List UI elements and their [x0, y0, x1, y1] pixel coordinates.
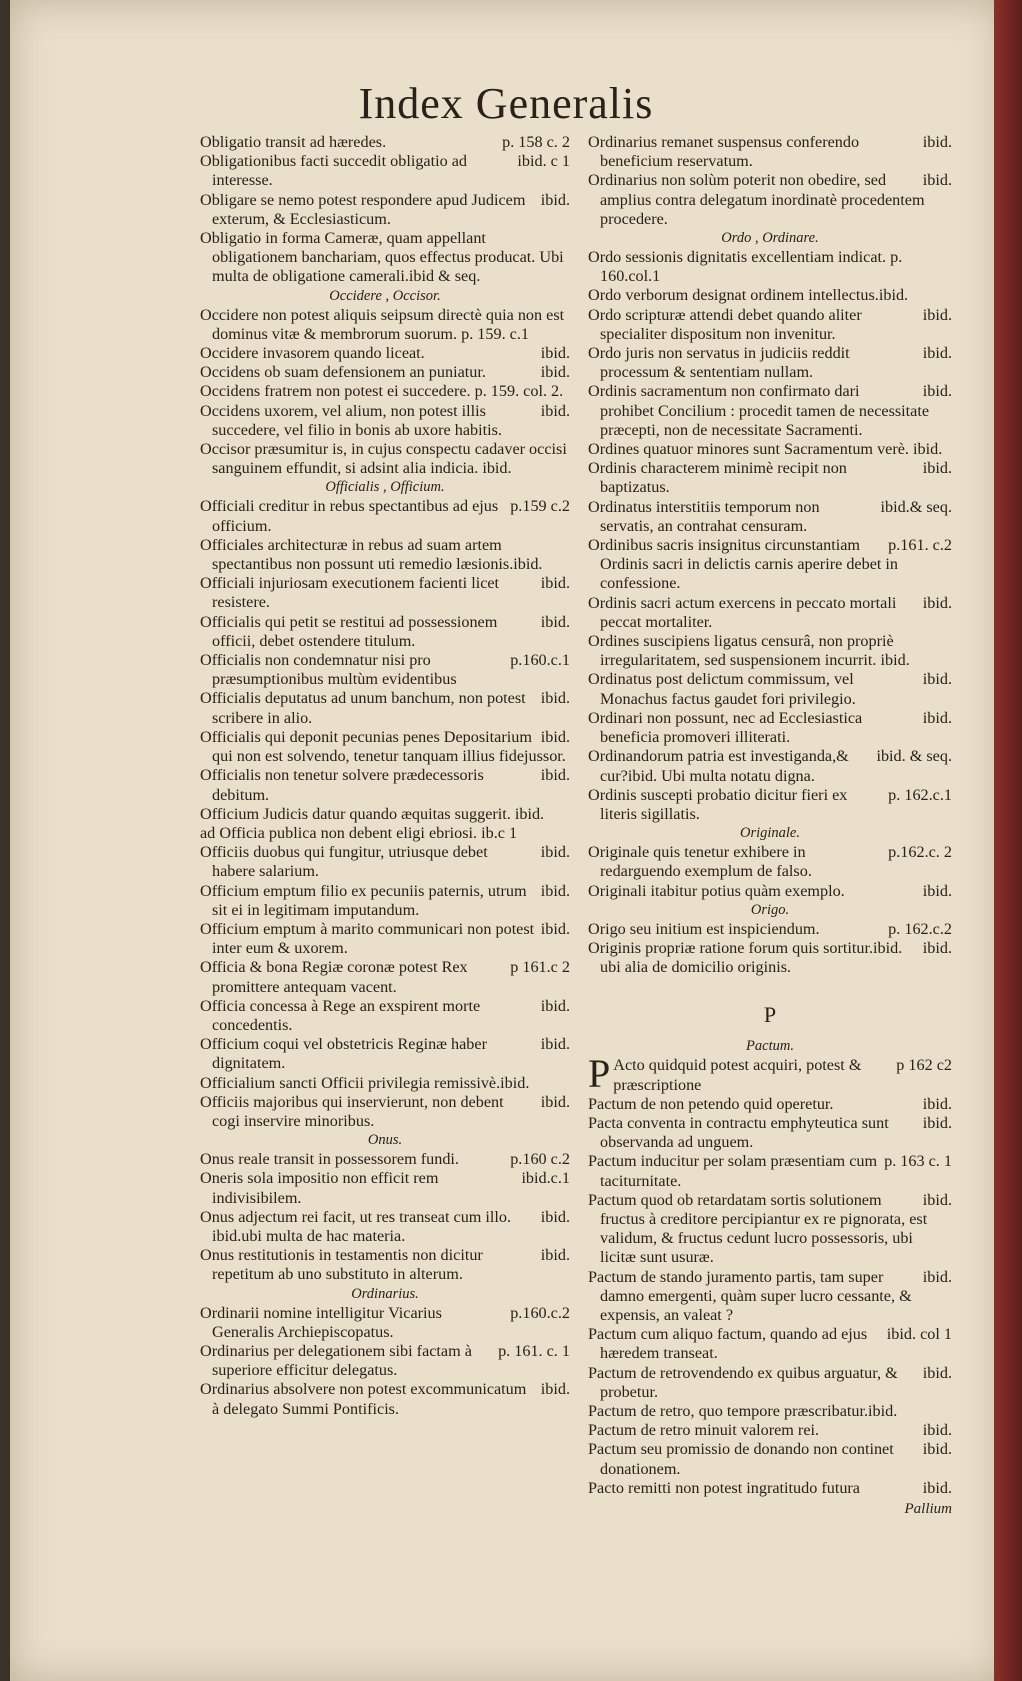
- entry-reference: p.160 c.2: [510, 1150, 570, 1169]
- entry-reference: ibid.: [922, 171, 952, 190]
- book-spine: [994, 0, 1022, 1681]
- index-entry: [200, 728, 570, 766]
- index-entry: [588, 632, 952, 670]
- entry-text: Ordinarius per delegationem sibi factam à superiore efficitur delegatus.: [200, 1341, 472, 1380]
- entry-text: Pactum de stando juramento partis, tam super damno emergenti, quàm super lucro cessante, & expensis, an valeat ?: [588, 1267, 912, 1324]
- entry-text: Officium emptum à marito communicari non potest inter eum & uxorem.: [200, 919, 535, 958]
- entry-reference: ibid.: [922, 593, 952, 612]
- entry-reference: ibid.: [540, 766, 570, 785]
- entry-text: Pactum de retro minuit valorem rei.: [588, 1421, 820, 1440]
- entry-reference: ibid.: [540, 1246, 570, 1265]
- index-entry: [588, 1440, 952, 1478]
- entry-text: Ordo verborum designat ordinem intellectus.ibid.: [588, 286, 909, 305]
- section-heading: Pactum.: [746, 1038, 794, 1055]
- entry-reference: ibid.: [540, 190, 570, 209]
- entry-text: Occidens ob suam defensionem an puniatur.: [200, 363, 486, 382]
- index-entry: [200, 402, 570, 440]
- entry-reference: p.160.c.2: [510, 1303, 570, 1322]
- entry-reference: ibid.: [540, 363, 570, 382]
- index-entry: [588, 1051, 952, 1097]
- entry-text: Ordinis suscepti probatio dicitur fieri ex literis sigillatis.: [588, 785, 848, 823]
- entry-reference: ibid.: [922, 1440, 952, 1459]
- entry-reference: ibid.: [922, 133, 952, 151]
- entry-text: Officialis qui petit se restitui ad possessionem officii, debet ostendere titulum.: [200, 612, 498, 650]
- entry-text: Pactum de non petendo quid operetur.: [588, 1094, 834, 1113]
- index-entry: [200, 1074, 570, 1093]
- index-entry: [200, 1169, 570, 1207]
- index-entry: [588, 1191, 952, 1268]
- index-entry: [200, 574, 570, 612]
- entry-reference: ibid.: [922, 670, 952, 689]
- index-entry: [200, 133, 570, 152]
- entry-reference: p. 162.c.1: [888, 785, 952, 804]
- section-heading: Originale.: [739, 825, 800, 842]
- entry-text: Onus adjectum rei facit, ut res transeat cum illo. ibid.ubi multa de hac materia.: [200, 1207, 512, 1245]
- entry-text: Occidere invasorem quando liceat.: [200, 344, 425, 363]
- entry-reference: ibid. c 1: [517, 152, 570, 171]
- index-entry: [200, 440, 570, 478]
- index-entry: [588, 498, 952, 536]
- entry-text: Obligatio in forma Cameræ, quam appellant obligationem banchariam, quos effectus producat. Ubi multa de obligatione camerali.ibid & seq.: [200, 229, 564, 286]
- entry-text: Occidens fratrem non potest ei succedere. p. 159. col. 2.: [200, 382, 564, 401]
- entry-text: Ordinatus interstitiis temporum non servatis, an contrahat censuram.: [588, 497, 820, 535]
- index-entry: [200, 651, 570, 689]
- index-entry: [200, 497, 570, 535]
- index-entry: [200, 843, 570, 881]
- entry-text: Pacta conventa in contractu emphyteutica sunt observanda ad unguem.: [588, 1113, 889, 1152]
- index-entry: [588, 536, 952, 594]
- entry-reference: ibid.: [540, 612, 570, 631]
- entry-reference: ibid.: [540, 843, 570, 862]
- entry-reference: ibid.: [922, 881, 952, 900]
- entry-reference: ibid.: [922, 1267, 952, 1286]
- entry-reference: p 162 c2: [896, 1056, 952, 1075]
- entry-reference: ibid.: [540, 919, 570, 938]
- left-column: [200, 133, 570, 1419]
- entry-text: Officialis deputatus ad unum banchum, non potest scribere in alio.: [200, 689, 526, 727]
- page-title: Index Generalis: [358, 79, 654, 128]
- index-entry: [588, 1095, 952, 1114]
- entry-text: Pactum de retro, quo tempore præscribatur.ibid.: [588, 1401, 898, 1420]
- entry-text: Officiali injuriosam executionem facienti licet resistere.: [200, 574, 500, 612]
- entry-text: Ordo sessionis dignitatis excellentiam indicat. p. 160.col.1: [588, 248, 903, 286]
- index-entry: [588, 1479, 952, 1498]
- drop-cap: P: [588, 1051, 611, 1097]
- entry-reference: ibid.: [922, 305, 952, 324]
- entry-text: Origo seu initium est inspiciendum.: [588, 919, 820, 938]
- book-page: [10, 0, 1002, 1681]
- entry-text: Originale quis tenetur exhibere in redarguendo exemplum de falso.: [588, 843, 812, 881]
- entry-text: Ordinarius remanet suspensus conferendo beneficium reservatum.: [588, 133, 860, 171]
- section-heading: Ordinarius.: [351, 1285, 419, 1302]
- catchword: Pallium: [904, 1501, 952, 1517]
- entry-reference: ibid.: [540, 344, 570, 363]
- index-entry: [200, 191, 570, 229]
- entry-text: Officialium sancti Officii privilegia remissivè.ibid.: [200, 1073, 530, 1092]
- index-entry: [588, 1152, 952, 1190]
- index-entry: [588, 1114, 952, 1152]
- index-entry: [200, 1380, 570, 1418]
- entry-text: Ordinarius non solùm poterit non obedire, sed amplius contra delegatum inordinatè procedentem procedere.: [588, 171, 925, 228]
- entry-reference: p.161. c.2: [888, 536, 952, 555]
- entry-text: Pactum quod ob retardatam sortis solutionem fructus à creditore percipiantur ex re pignorata, est validum, & fructus cedunt lucro possessoris, ubi licitæ sunt usuræ.: [588, 1190, 928, 1267]
- entry-text: Officiis majoribus qui inservierunt, non debent cogi inservire minoribus.: [200, 1092, 504, 1130]
- entry-reference: ibid.: [922, 1421, 952, 1440]
- entry-reference: p. 161. c. 1: [498, 1341, 570, 1360]
- index-entry: [588, 1364, 952, 1402]
- entry-text: Ordinibus sacris insignitus circunstantiam Ordinis sacri in delictis carnis aperire debet in confessione.: [588, 536, 899, 593]
- entry-reference: p 161.c 2: [510, 958, 570, 977]
- index-entry: [200, 997, 570, 1035]
- index-entry: [200, 958, 570, 996]
- index-entry: [588, 843, 952, 881]
- entry-text: Officia concessa à Rege an exspirent morte concedentis.: [200, 996, 481, 1034]
- index-entry: [200, 805, 570, 824]
- section-heading: Officialis , Officium.: [325, 479, 445, 496]
- index-entry: [200, 382, 570, 401]
- entry-reference: ibid. & seq.: [876, 747, 952, 766]
- index-entry: [200, 363, 570, 382]
- index-entry: [588, 306, 952, 344]
- entry-text: Obligatio transit ad hæredes.: [200, 133, 387, 151]
- index-entry: [200, 824, 570, 843]
- entry-reference: p.162.c. 2: [888, 843, 952, 862]
- entry-text: Officiales architecturæ in rebus ad suam artem spectantibus non possunt uti remedio læsionis.ibid.: [200, 535, 543, 574]
- entry-text: Pacto remitti non potest ingratitudo futura: [588, 1478, 860, 1497]
- entry-text: Ordines suscipiens ligatus censurâ, non propriè irregularitatem, sed suspensionem incurrit. ibid.: [588, 632, 910, 670]
- entry-reference: p.160.c.1: [510, 651, 570, 670]
- index-entry: [588, 286, 952, 305]
- entry-text: Ordines quatuor minores sunt Sacramentum verè. ibid.: [588, 440, 943, 459]
- entry-reference: ibid.: [922, 344, 952, 363]
- entry-text: Pactum inducitur per solam præsentiam cum taciturnitate.: [588, 1152, 878, 1190]
- index-entry: [588, 1268, 952, 1326]
- entry-text: Pactum cum aliquo factum, quando ad ejus hæredem transeat.: [588, 1325, 868, 1363]
- index-entry: [588, 747, 952, 785]
- index-entry: [588, 882, 952, 901]
- entry-text: Ordo scripturæ attendi debet quando aliter specialiter dispositum non invenitur.: [588, 305, 862, 343]
- entry-text: Occisor præsumitur is, in cujus conspectu cadaver occisi sanguinem effundit, si adsint alia indicia. ibid.: [200, 440, 567, 478]
- entry-reference: p. 162.c.2: [888, 919, 952, 938]
- entry-text: Obligationibus facti succedit obligatio ad interesse.: [200, 152, 468, 190]
- index-entry: [200, 920, 570, 958]
- index-entry: [200, 536, 570, 574]
- index-entry: [200, 882, 570, 920]
- entry-text: Occidens uxorem, vel alium, non potest illis succedere, vel filio in bonis ab uxore habitis.: [200, 401, 502, 439]
- entry-reference: p. 158 c. 2: [502, 133, 570, 151]
- index-entry: [588, 248, 952, 286]
- entry-reference: ibid.: [540, 1207, 570, 1226]
- entry-text: Officialis non tenetur solvere prædecessoris debitum.: [200, 766, 484, 804]
- entry-reference: ibid.: [540, 689, 570, 708]
- entry-reference: ibid.: [540, 881, 570, 900]
- entry-reference: ibid.: [540, 401, 570, 420]
- entry-text: Officiis duobus qui fungitur, utriusque debet habere salarium.: [200, 843, 488, 881]
- entry-text: Officium coqui vel obstetricis Reginæ haber dignitatem.: [200, 1035, 487, 1073]
- index-entry: [200, 344, 570, 363]
- index-entry: [588, 382, 952, 440]
- index-entry: [200, 1246, 570, 1284]
- index-entry: [200, 1150, 570, 1169]
- entry-text: Ordinandorum patria est investiganda,& cur?ibid. Ubi multa notatu digna.: [588, 747, 849, 785]
- entry-text: Oneris sola impositio non efficit rem indivisibilem.: [200, 1169, 439, 1207]
- entry-reference: ibid.: [540, 574, 570, 593]
- entry-text: Ordinarius absolvere non potest excommunicatum à delegato Summi Pontificis.: [200, 1380, 527, 1418]
- entry-reference: ibid.: [922, 708, 952, 727]
- section-heading: Occidere , Occisor.: [329, 287, 441, 304]
- entry-reference: p. 163 c. 1: [884, 1152, 952, 1171]
- entry-reference: ibid.: [922, 459, 952, 478]
- entry-text: Ordinis characterem minimè recipit non baptizatus.: [588, 459, 847, 497]
- index-entry: [200, 1342, 570, 1380]
- entry-reference: ibid.: [922, 1094, 952, 1113]
- index-entry: [588, 133, 952, 171]
- entry-text: Onus restitutionis in testamentis non dicitur repetitum ab uno substituto in alterum.: [200, 1246, 483, 1284]
- index-entry: [200, 689, 570, 727]
- index-entry: [588, 1325, 952, 1363]
- entry-reference: ibid.: [922, 1113, 952, 1132]
- entry-text: Onus reale transit in possessorem fundi.: [200, 1150, 459, 1169]
- entry-reference: ibid. col 1: [886, 1325, 952, 1344]
- index-entry: [200, 152, 570, 190]
- entry-text: Occidere non potest aliquis seipsum directè quia non est dominus vitæ & membrorum suorum. p. 159. c.1: [200, 305, 565, 343]
- index-entry: [200, 1304, 570, 1342]
- entry-text: ad Officia publica non debent eligi ebriosi. ib.c 1: [200, 823, 518, 842]
- index-entry: [588, 1421, 952, 1440]
- index-entry: [588, 594, 952, 632]
- index-entry: [588, 670, 952, 708]
- entry-reference: ibid.: [540, 1380, 570, 1399]
- index-entry: [588, 1402, 952, 1421]
- entry-reference: ibid.: [540, 727, 570, 746]
- entry-text: Pactum seu promissio de donando non continet donationem.: [588, 1440, 894, 1478]
- entry-text: Obligare se nemo potest respondere apud Judicem exterum, & Ecclesiasticum.: [200, 190, 526, 228]
- index-entry: [588, 459, 952, 497]
- index-entry: [200, 1035, 570, 1073]
- entry-reference: ibid.& seq.: [880, 497, 952, 516]
- entry-reference: ibid.: [540, 996, 570, 1015]
- index-entry: [588, 171, 952, 229]
- entry-reference: ibid.: [922, 382, 952, 401]
- entry-reference: ibid.c.1: [521, 1169, 570, 1188]
- entry-text: Officia & bona Regiæ coronæ potest Rex promittere antequam vacent.: [200, 958, 468, 996]
- right-column: [588, 133, 952, 1519]
- entry-text: Originali itabitur potius quàm exemplo.: [588, 881, 845, 900]
- section-letter: P: [763, 1002, 777, 1028]
- entry-text: Officium emptum filio ex pecuniis paternis, utrum sit ei in legitimam imputandum.: [200, 881, 527, 919]
- entry-reference: ibid.: [922, 1190, 952, 1209]
- entry-text: Officialis qui deponit pecunias penes Depositarium qui non est solvendo, tenetur tanquam illius fidejussor.: [200, 727, 566, 766]
- index-entry: [200, 766, 570, 804]
- index-entry: [588, 939, 952, 977]
- index-entry: [588, 709, 952, 747]
- index-entry: [588, 920, 952, 939]
- entry-text: Ordo juris non servatus in judiciis reddit processum & sententiam nullam.: [588, 344, 850, 382]
- entry-text: Pactum de retrovendendo ex quibus arguatur, & probetur.: [588, 1363, 898, 1401]
- entry-text: Officium Judicis datur quando æquitas suggerit. ibid.: [200, 804, 545, 823]
- section-heading: Origo.: [750, 901, 790, 918]
- entry-text: Ordinis sacri actum exercens in peccato mortali peccat mortaliter.: [588, 593, 897, 631]
- index-entry: [200, 1093, 570, 1131]
- entry-text: Officialis non condemnatur nisi pro præsumptionibus multùm evidentibus: [200, 651, 457, 689]
- index-entry: [200, 1208, 570, 1246]
- section-heading: Onus.: [367, 1132, 403, 1149]
- index-entry: [588, 786, 952, 824]
- entry-reference: p.159 c.2: [510, 497, 570, 516]
- index-entry: [588, 440, 952, 459]
- entry-text: Ordinarii nomine intelligitur Vicarius Generalis Archiepiscopatus.: [200, 1303, 442, 1341]
- index-entry: [200, 306, 570, 344]
- index-entry: [588, 344, 952, 382]
- entry-text: Ordinis sacramentum non confirmato dari prohibet Concilium : procedit tamen de necessitate præcepti, non de necessitate Sacramenti.: [588, 382, 930, 439]
- section-heading: Ordo , Ordinare.: [721, 230, 819, 247]
- entry-text: Ordinatus post delictum commissum, vel Monachus factus gaudet fori privilegio.: [588, 670, 856, 708]
- entry-text: Officiali creditur in rebus spectantibus ad ejus officium.: [200, 497, 499, 535]
- entry-reference: ibid.: [540, 1092, 570, 1111]
- entry-reference: ibid.: [922, 938, 952, 957]
- index-entry: [200, 613, 570, 651]
- entry-reference: ibid.: [540, 1035, 570, 1054]
- entry-reference: ibid.: [922, 1478, 952, 1497]
- index-entry: [200, 229, 570, 287]
- entry-text: Ordinari non possunt, nec ad Ecclesiastica beneficia promoveri illiterati.: [588, 708, 863, 747]
- entry-text: Acto quidquid potest acquiri, potest & præscriptione: [613, 1056, 862, 1094]
- entry-text: Originis propriæ ratione forum quis sortitur.ibid. ubi alia de domicilio originis.: [588, 938, 903, 977]
- entry-reference: ibid.: [922, 1363, 952, 1382]
